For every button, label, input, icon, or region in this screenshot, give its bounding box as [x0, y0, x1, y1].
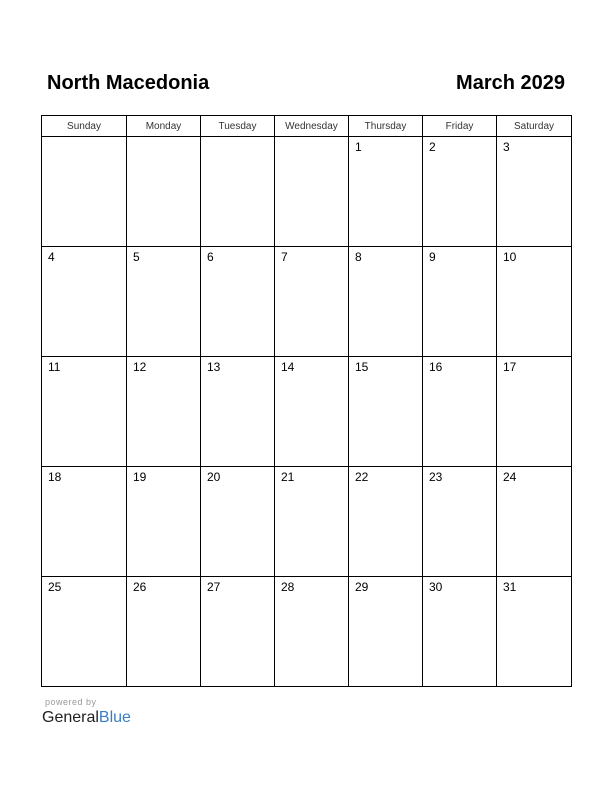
- day-number: 31: [503, 580, 517, 594]
- day-cell: [127, 247, 201, 357]
- day-cell: [423, 577, 497, 687]
- day-number: 15: [355, 360, 369, 374]
- day-cell: [423, 137, 497, 247]
- week-row: [42, 577, 572, 687]
- day-cell: [201, 467, 275, 577]
- month-year-title: March 2029: [456, 72, 565, 94]
- day-number: 13: [207, 360, 221, 374]
- day-number: 18: [48, 470, 62, 484]
- calendar-grid: [41, 115, 572, 687]
- day-cell: [42, 137, 127, 247]
- day-cell: [201, 577, 275, 687]
- day-cell: [201, 137, 275, 247]
- day-cell: [201, 247, 275, 357]
- day-cell: [497, 357, 572, 467]
- day-number: [275, 137, 348, 140]
- day-cell: [349, 247, 423, 357]
- day-cell: [127, 577, 201, 687]
- day-cell: [423, 467, 497, 577]
- day-cell: [423, 357, 497, 467]
- day-number: 20: [207, 470, 221, 484]
- day-cell: [275, 137, 349, 247]
- brand-general-text: General: [42, 709, 99, 726]
- day-number: [201, 137, 274, 140]
- day-number: [42, 137, 126, 140]
- weekday-monday: Monday: [127, 116, 201, 137]
- day-number: 30: [429, 580, 443, 594]
- day-number: 22: [355, 470, 369, 484]
- country-title: North Macedonia: [47, 72, 210, 94]
- day-cell: [497, 467, 572, 577]
- day-cell: [42, 577, 127, 687]
- day-number: 7: [281, 250, 288, 264]
- week-row: [42, 247, 572, 357]
- weekday-header-row: [42, 116, 572, 137]
- powered-by-text: powered by: [45, 697, 97, 707]
- day-number: 24: [503, 470, 517, 484]
- weekday-saturday: Saturday: [497, 116, 572, 137]
- day-cell: [201, 357, 275, 467]
- day-cell: [275, 247, 349, 357]
- day-number: 11: [48, 360, 61, 374]
- day-number: 28: [281, 580, 295, 594]
- day-number: 5: [133, 250, 140, 264]
- day-cell: [349, 137, 423, 247]
- brand-blue-text: Blue: [98, 709, 131, 726]
- day-number: 1: [355, 140, 362, 154]
- day-cell: [275, 577, 349, 687]
- weekday-friday: Friday: [423, 116, 497, 137]
- day-cell: [423, 247, 497, 357]
- day-cell: [127, 467, 201, 577]
- day-number: 29: [355, 580, 369, 594]
- day-cell: [497, 137, 572, 247]
- day-number: 19: [133, 470, 147, 484]
- day-number: 27: [207, 580, 221, 594]
- day-cell: [349, 467, 423, 577]
- day-number: 4: [48, 250, 55, 264]
- day-number: 8: [355, 250, 362, 264]
- day-number: 9: [429, 250, 436, 264]
- day-number: 6: [207, 250, 214, 264]
- day-number: 3: [503, 140, 510, 154]
- brand-logo[interactable]: [42, 709, 131, 727]
- day-cell: [349, 357, 423, 467]
- day-cell: [275, 357, 349, 467]
- weekday-tuesday: Tuesday: [201, 116, 275, 137]
- day-number: 17: [503, 360, 517, 374]
- day-number: 23: [429, 470, 443, 484]
- day-number: [127, 137, 200, 140]
- day-number: 14: [281, 360, 295, 374]
- day-cell: [497, 577, 572, 687]
- week-row: [42, 467, 572, 577]
- day-number: 21: [281, 470, 295, 484]
- weekday-thursday: Thursday: [349, 116, 423, 137]
- day-cell: [42, 467, 127, 577]
- weekday-wednesday: Wednesday: [275, 116, 349, 137]
- day-number: 16: [429, 360, 443, 374]
- day-number: 25: [48, 580, 62, 594]
- week-row: [42, 357, 572, 467]
- day-cell: [275, 467, 349, 577]
- day-cell: [127, 357, 201, 467]
- day-number: 10: [503, 250, 517, 264]
- day-number: 26: [133, 580, 147, 594]
- day-number: 12: [133, 360, 147, 374]
- day-cell: [42, 247, 127, 357]
- day-number: 2: [429, 140, 436, 154]
- day-cell: [127, 137, 201, 247]
- week-row: [42, 137, 572, 247]
- day-cell: [42, 357, 127, 467]
- weekday-sunday: Sunday: [42, 116, 127, 137]
- day-cell: [349, 577, 423, 687]
- day-cell: [497, 247, 572, 357]
